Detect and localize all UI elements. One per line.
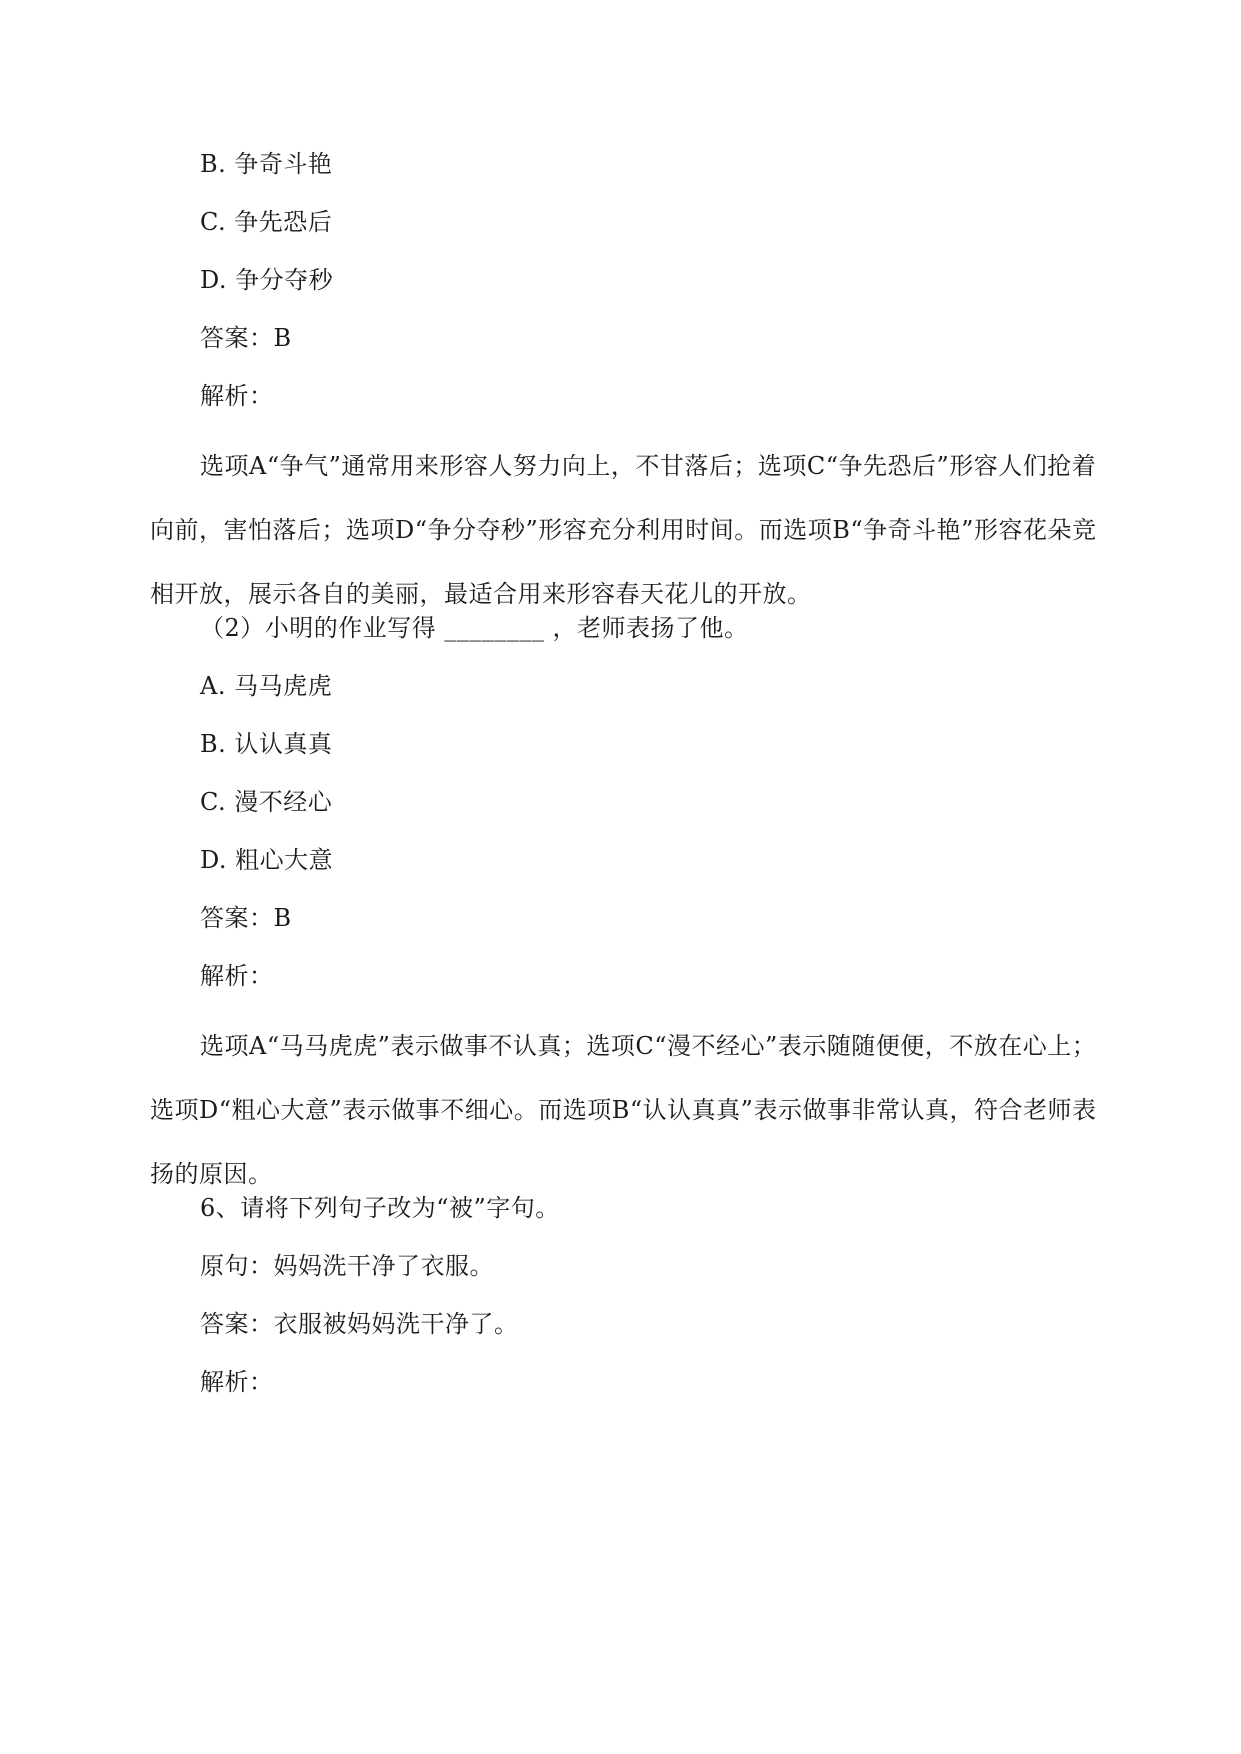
q1-option-b: B. 争奇斗艳 [200,150,333,178]
q2-analysis-label: 解析： [200,962,274,990]
q2-analysis-text [150,1014,1100,1206]
q1-analysis-body: 选项A“争气”通常用来形容人努力向上，不甘落后；选项C“争先恐后”形容人们抢着向前，害怕落后；选项D“争分夺秒”形容充分利用时间。而选项B“争奇斗艳”形容花朵竞相开放，展示各自的美丽，最适合用来形容春天花儿的开放。 [150,452,1097,608]
q1-option-c: C. 争先恐后 [200,208,333,236]
q6-title: 6、请将下列句子改为“被”字句。 [200,1194,560,1222]
q2-answer: 答案：B [200,904,292,932]
q2-option-a: A. 马马虎虎 [200,672,333,700]
q6-original-sentence: 原句：妈妈洗干净了衣服。 [200,1252,494,1280]
q2-analysis-body: 选项A“马马虎虎”表示做事不认真；选项C“漫不经心”表示随随便便，不放在心上；选项D“粗心大意”表示做事不细心。而选项B“认认真真”表示做事非常认真，符合老师表扬的原因。 [150,1032,1097,1188]
q2-option-d: D. 粗心大意 [200,846,334,874]
q2-option-c: C. 漫不经心 [200,788,333,816]
q6-answer: 答案：衣服被妈妈洗干净了。 [200,1310,519,1338]
q2-option-b: B. 认认真真 [200,730,333,758]
q1-analysis-text [150,434,1100,626]
q1-answer: 答案：B [200,324,292,352]
q1-option-d: D. 争分夺秒 [200,266,334,294]
q6-analysis-label: 解析： [200,1368,274,1396]
q2-stem: （2）小明的作业写得 ________ ，老师表扬了他。 [200,614,749,642]
q1-analysis-label: 解析： [200,382,274,410]
